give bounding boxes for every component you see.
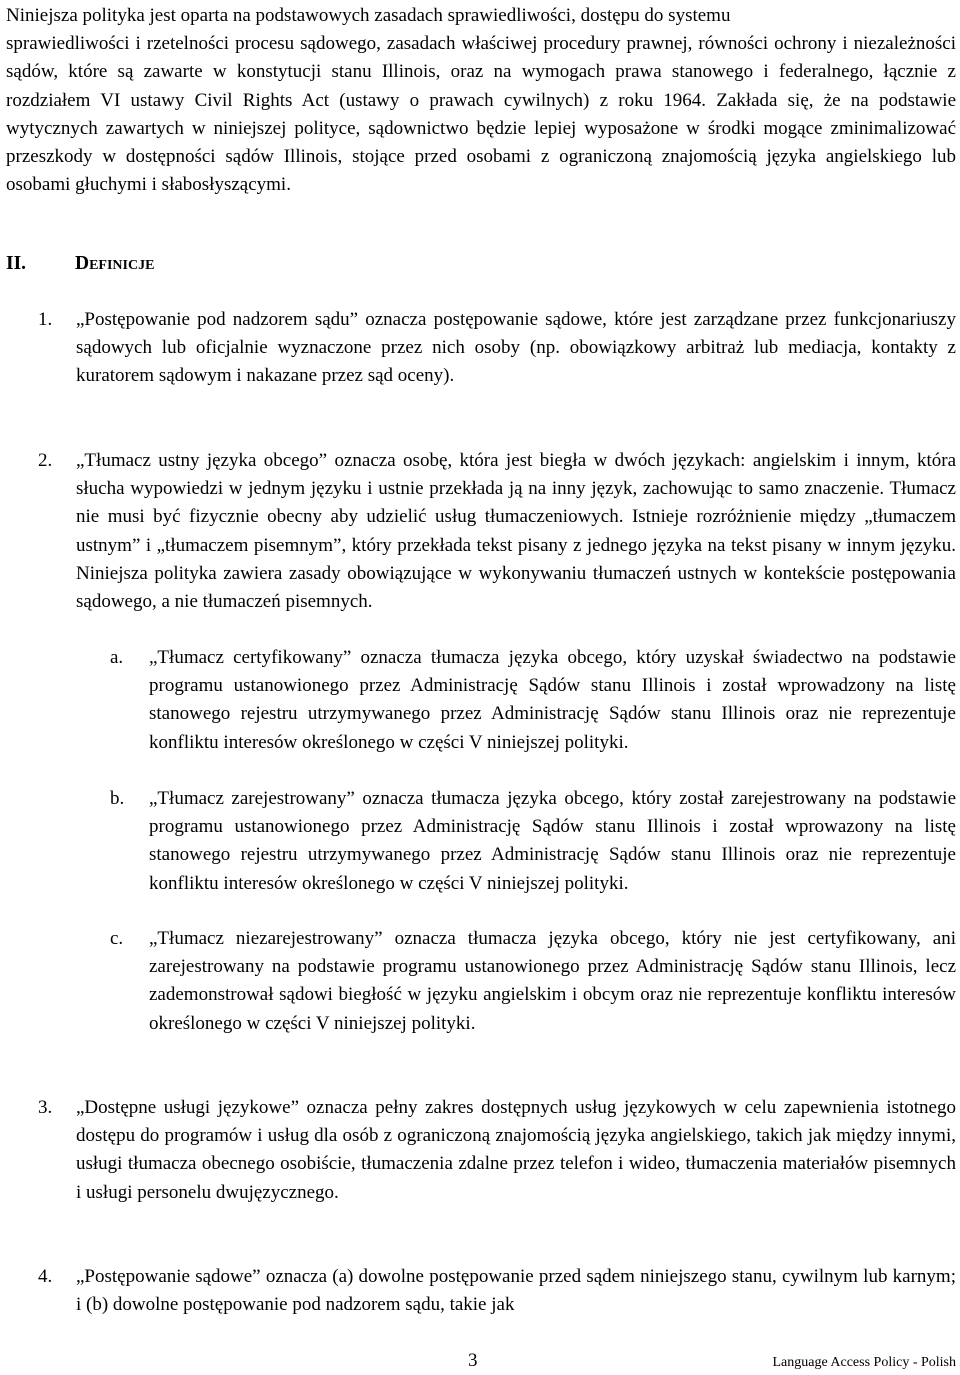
definition-subitem-b [6, 785, 956, 898]
subitem-text: „Tłumacz niezarejestrowany” oznacza tłumacza języka obcego, który nie jest certyfikowany, ani zarejestrowany na podstawie programu ustanowionego przez Administrację Sądów stanu Illinois, lecz zademonstrował sądowi biegłość w języku angielskim i obcym oraz nie reprezentuje konfliktu interesów określonego w części V niniejszej polityki. [149, 928, 956, 1034]
page-number: 3 [468, 1350, 478, 1371]
definition-subitem-a [6, 644, 956, 757]
definition-number: 4. [38, 1266, 53, 1287]
definition-text: „Dostępne usługi językowe” oznacza pełny zakres dostępnych usług językowych w celu zapewnienia istotnego dostępu do programów i usług dla osób z ograniczoną znajomością języka angielskiego, takich jak między innymi, usługi tłumacza obecnego osobiście, tłumaczenia zdalne przez telefon i wideo, tłumaczenia materiałów pisemnych i usługi personelu dwujęzycznego. [76, 1097, 956, 1203]
definition-item-4 [6, 1263, 956, 1319]
definition-item-2 [6, 447, 956, 616]
section-heading [6, 250, 406, 278]
definition-number: 3. [38, 1097, 53, 1118]
definition-subitem-c [6, 925, 956, 1038]
section-title: Definicje [75, 253, 155, 274]
section-number: II. [6, 253, 27, 274]
definition-number: 1. [38, 309, 53, 330]
subitem-letter: c. [110, 928, 124, 949]
definition-item-3 [6, 1094, 956, 1207]
subitem-letter: b. [110, 788, 125, 809]
definition-text: „Tłumacz ustny języka obcego” oznacza osobę, która jest biegła w dwóch językach: angielskim i innym, która słucha wypowiedzi w jednym języku i ustnie przekłada ją na inny język, zachowując to samo znaczenie. Tłumacz nie musi być fizycznie obecny aby udzielić usług tłumaczeniowych. Istnieje rozróżnienie między „tłumaczem ustnym” i „tłumaczem pisemnym”, który przekłada tekst pisany z jednego języka na tekst pisany w innym języku. Niniejsza polityka zawiera zasady obowiązujące w wykonywaniu tłumaczeń ustnych w kontekście postępowania sądowego, a nie tłumaczeń pisemnych. [76, 450, 956, 613]
subitem-text: „Tłumacz certyfikowany” oznacza tłumacza języka obcego, który uzyskał świadectwo na podstawie programu ustanowionego przez Administrację Sądów stanu Illinois i został wprowadzony na listę stanowego rejestru utrzymywanego przez Administrację Sądów stanu Illinois oraz nie reprezentuje konfliktu interesów określonego w części V niniejszej polityki. [149, 647, 956, 753]
definition-number: 2. [38, 450, 53, 471]
definition-text: „Postępowanie pod nadzorem sądu” oznacza postępowanie sądowe, które jest zarządzane przez funkcjonariuszy sądowych lub oficjalnie wyznaczone przez nich osoby (np. obowiązkowy arbitraż lub mediacja, kontakty z kuratorem sądowym i nakazane przez sąd oceny). [76, 309, 956, 387]
definition-text: „Postępowanie sądowe” oznacza (a) dowolne postępowanie przed sądem niniejszego stanu, cywilnym lub karnym; i (b) dowolne postępowanie pod nadzorem sądu, takie jak [76, 1266, 956, 1316]
subitem-letter: a. [110, 647, 124, 668]
intro-paragraph [6, 2, 956, 199]
intro-rest: sprawiedliwości i rzetelności procesu sądowego, zasadach właściwej procedury prawnej, równości ochrony i niezależności sądów, które są zawarte w konstytucji stanu Illinois, oraz na wymogach prawa stanowego i federalnego, łącznie z rozdziałem VI ustawy Civil Rights Act (ustawy o prawach cywilnych) z roku 1964. Zakłada się, że na podstawie wytycznych zawartych w niniejszej polityce, sądownictwo będzie lepiej wyposażone w środki mogące zminimalizować przeszkody w dostępności sądów Illinois, stojące przed osobami z ograniczoną znajomością języka angielskiego lub osobami głuchymi i słabosłyszącymi. [6, 33, 956, 196]
subitem-text: „Tłumacz zarejestrowany” oznacza tłumacza języka obcego, który został zarejestrowany na podstawie programu ustanowionego przez Administrację Sądów stanu Illinois i został wprowazony na listę stanowego rejestru utrzymywanego przez Administrację Sądów stanu Illinois oraz nie reprezentuje konfliktu interesów określonego w części V niniejszej polityki. [149, 788, 956, 894]
intro-first-line: Niniejsza polityka jest oparta na podstawowych zasadach sprawiedliwości, dostępu do systemu [6, 5, 731, 26]
footer-document-title: Language Access Policy - Polish [772, 1355, 956, 1370]
definition-item-1 [6, 306, 956, 391]
